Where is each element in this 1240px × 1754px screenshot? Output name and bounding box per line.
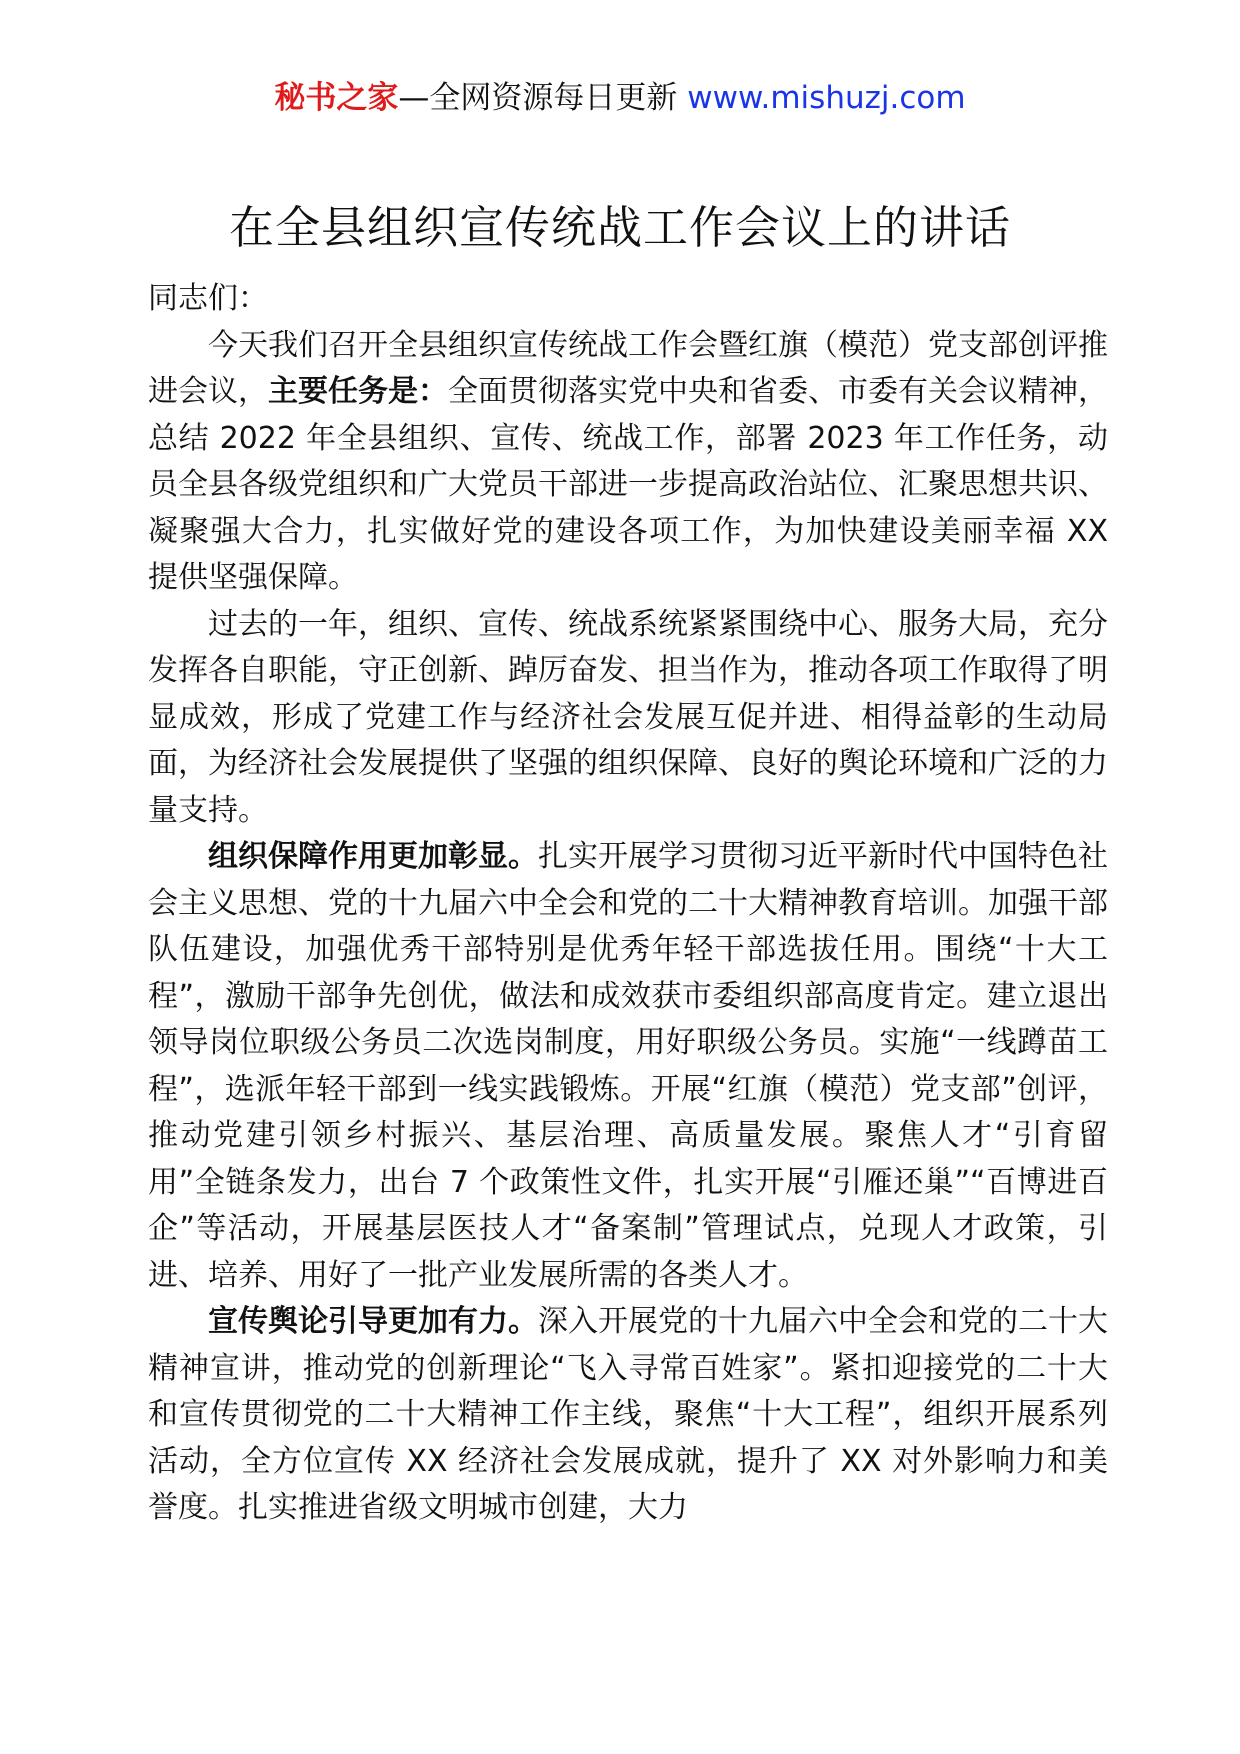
greeting: 同志们：: [148, 281, 268, 316]
paragraph-text: 全面贯彻落实党中央和省委、市委有关会议精神，总结 2022 年全县组织、宣传、统战工作，部署 2023 年工作任务，动员全县各级党组织和广大党员干部进一步提高政治站位、汇聚思想共识、凝聚强大合力，扎实做好党的建设各项工作，为加快建设美丽幸福 XX 提供坚强保障。: [148, 374, 1108, 595]
paragraph-heading: 宣传舆论引导更加有力。: [208, 1304, 538, 1339]
header-dash: —: [398, 80, 430, 116]
paragraph-text: 深入开展党的十九届六中全会和党的二十大精神宣讲，推动党的创新理论“飞入寻常百姓家”。紧扣迎接党的二十大和宣传贯彻党的二十大精神工作主线，聚焦“十大工程”，组织开展系列活动，全方位宣传 XX 经济社会发展成就，提升了 XX 对外影响力和美誉度。扎实推进省级文明城市创建，大力: [148, 1304, 1108, 1525]
paragraph-lead: 今天我们召开全县组织宣传统战工作会暨红旗（模范）党支部创评推进会议，: [148, 327, 1108, 409]
paragraph: [148, 1299, 1108, 1532]
paragraph-text: 过去的一年，组织、宣传、统战系统紧紧围绕中心、服务大局，充分发挥各自职能，守正创新、踔厉奋发、担当作为，推动各项工作取得了明显成效，形成了党建工作与经济社会发展互促并进、相得益彰的生动局面，为经济社会发展提供了坚强的组织保障、良好的舆论环境和广泛的力量支持。: [148, 606, 1108, 828]
document-title: 在全县组织宣传统战工作会议上的讲话: [228, 201, 1011, 254]
document-body: [148, 276, 1108, 1532]
site-url-link[interactable]: www.mishuzj.com: [687, 80, 966, 116]
paragraph-heading: 主要任务是：: [268, 374, 448, 409]
header-slogan: 全网资源每日更新: [429, 80, 678, 116]
site-header: [0, 78, 1240, 118]
site-brand: 秘书之家: [274, 80, 399, 116]
paragraph: [148, 323, 1108, 602]
paragraph: [148, 602, 1108, 835]
paragraph-heading: 组织保障作用更加彰显。: [208, 839, 538, 874]
paragraph-text: 扎实开展学习贯彻习近平新时代中国特色社会主义思想、党的十九届六中全会和党的二十大精神教育培训。加强干部队伍建设，加强优秀干部特别是优秀年轻干部选拔任用。围绕“十大工程”，激励干部争先创优，做法和成效获市委组织部高度肯定。建立退出领导岗位职级公务员二次选岗制度，用好职级公务员。实施“一线蹲苗工程”，选派年轻干部到一线实践锻炼。开展“红旗（模范）党支部”创评，推动党建引领乡村振兴、基层治理、高质量发展。聚焦人才“引育留用”全链条发力，出台 7 个政策性文件，扎实开展“引雁还巢”“百博进百企”等活动，开展基层医技人才“备案制”管理试点，兑现人才政策，引进、培养、用好了一批产业发展所需的各类人才。: [148, 839, 1109, 1293]
paragraph: [148, 834, 1108, 1299]
